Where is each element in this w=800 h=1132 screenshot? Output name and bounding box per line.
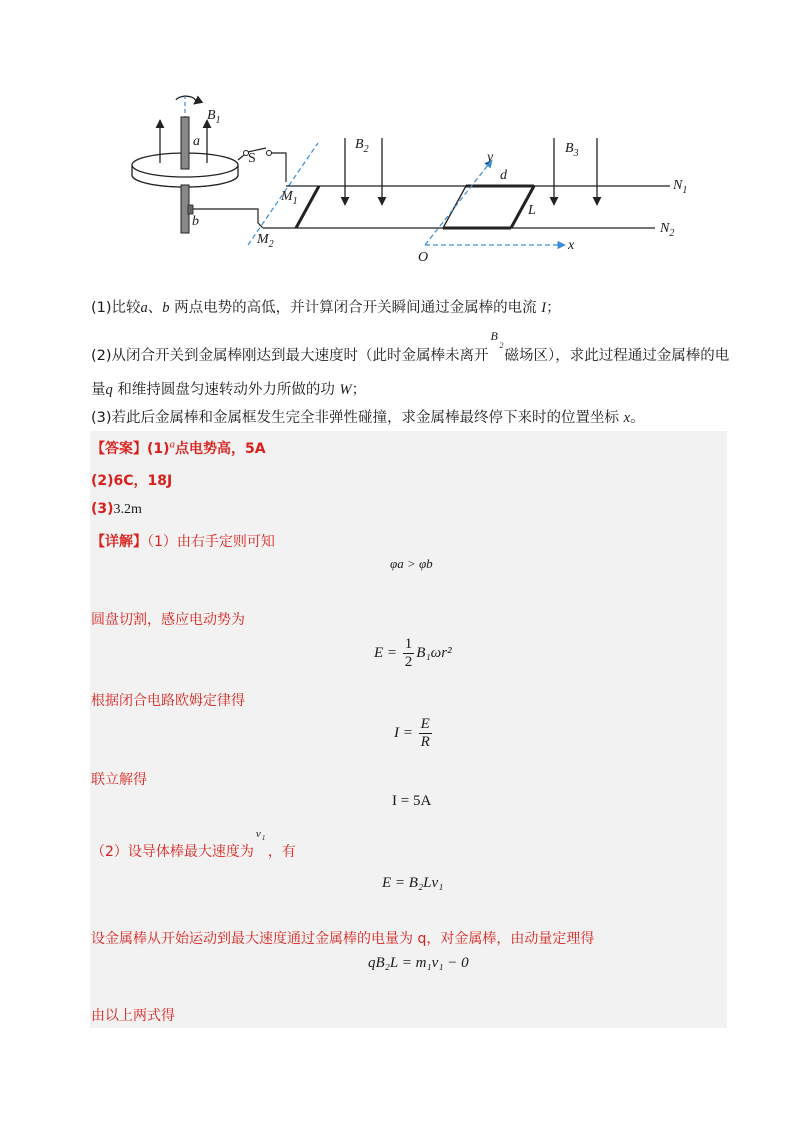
equation-emf: E = $\frac{1}{2}$ B₁ωr² — [374, 636, 452, 670]
label-a: a — [193, 134, 200, 149]
switch-contact — [267, 151, 272, 156]
physics-diagram — [0, 0, 800, 280]
detail-text-4: （2）设导体棒最大速度为 v 1 ，有 — [91, 828, 296, 860]
label-O: O — [418, 250, 429, 265]
equation-momentum: qB₂L = m₁v₁ − 0 — [368, 955, 469, 971]
equation-potential: φa > φb — [390, 556, 433, 571]
answer-line-2: (2)6C，18J — [91, 473, 173, 489]
question-1: (1)比较a、b 两点电势的高低，并计算闭合开关瞬间通过金属棒的电流 I； — [91, 300, 561, 316]
equation-current: I = 5A — [392, 793, 432, 809]
y-axis — [425, 160, 492, 245]
label-B3: $B_3$ — [565, 141, 579, 159]
label-y: y — [487, 150, 494, 165]
label-b: b — [192, 214, 199, 229]
label-N1: $N_1$ — [673, 178, 688, 196]
label-M2: $M_2$ — [257, 232, 274, 250]
label-B2: $B_2$ — [355, 137, 369, 155]
question-2-line2: 量q 和维持圆盘匀速转动外力所做的功 W； — [91, 382, 367, 398]
rotation-arrow — [176, 96, 196, 104]
metal-rod — [296, 186, 319, 228]
metal-frame — [443, 186, 534, 228]
label-x: x — [568, 238, 575, 253]
detail-text-2: 根据闭合电路欧姆定律得 — [91, 693, 245, 709]
detail-text-1: 圆盘切割，感应电动势为 — [91, 612, 245, 628]
question-2-line1: (2)从闭合开关到金属棒刚达到最大速度时（此时金属棒未离开 B 2 磁场区），求此过程通过金属棒的电 — [91, 329, 730, 364]
detail-intro: 【详解】（1）由右手定则可知 — [91, 534, 275, 550]
label-d: d — [500, 168, 507, 183]
question-3: (3)若此后金属棒和金属框发生完全非弹性碰撞，求金属棒最终停下来时的位置坐标 x。 — [91, 410, 645, 426]
label-M1: $M_1$ — [281, 189, 298, 207]
answer-line-3: (3)3.2m — [91, 501, 142, 517]
equation-ohm: I = $\frac{E}{R}$ — [394, 716, 430, 750]
label-N2: $N_2$ — [660, 221, 675, 239]
label-S: S — [248, 151, 256, 166]
equation-motional-emf: E = B₂Lv₁ — [382, 875, 444, 891]
detail-text-6: 由以上两式得 — [91, 1008, 175, 1024]
label-L: L — [528, 203, 536, 218]
label-B1: $B_1$ — [207, 108, 221, 126]
detail-text-5: 设金属棒从开始运动到最大速度通过金属棒的电量为 q，对金属棒，由动量定理得 — [91, 931, 595, 947]
answer-line-1: 【答案】$(1)^a$点电势高，5A — [91, 438, 266, 457]
detail-text-3: 联立解得 — [91, 772, 147, 788]
